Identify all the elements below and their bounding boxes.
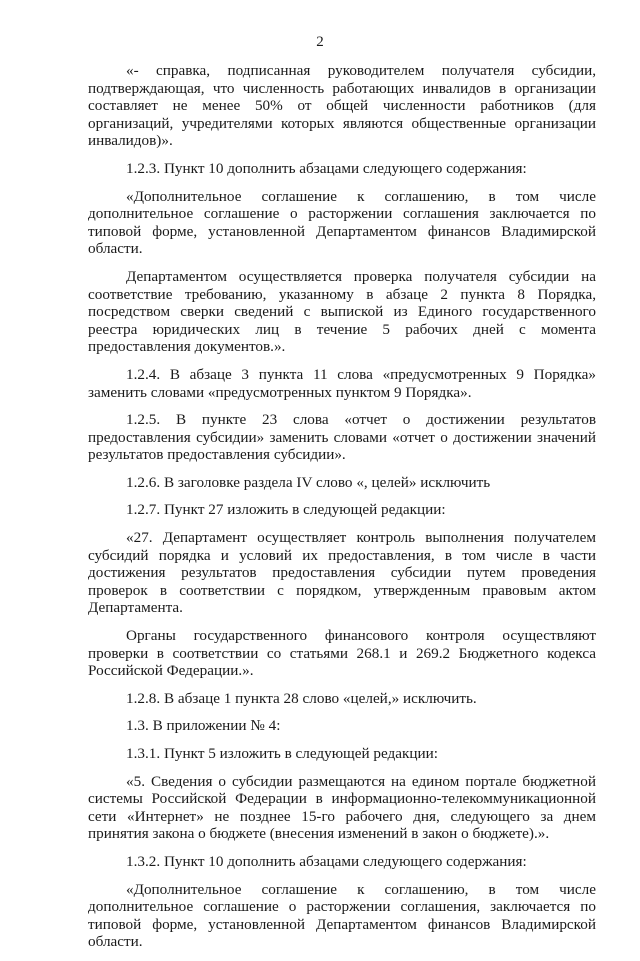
paragraph-department-check: Департаментом осуществляется проверка получателя субсидии на соответствие требованию, указанному в абзаце 2 пункта 8 Порядка, посредством сверки сведений с выпиской из Единого государственного реестра юридических лиц в течение 5 рабочих дней с момента предоставления документов.». bbox=[88, 267, 596, 356]
paragraph-1-2-4: 1.2.4. В абзаце 3 пункта 11 слова «предусмотренных 9 Порядка» заменить словами «предусмотренных пунктом 9 Порядка». bbox=[88, 365, 596, 401]
paragraph-certificate-clause: «- справка, подписанная руководителем получателя субсидии, подтверждающая, что численность работающих инвалидов в организации составляет не менее 50% от общей численности работников (для организаций, учредителями которых являются общественные организации инвалидов)». bbox=[88, 62, 596, 150]
paragraph-1-3-1: 1.3.1. Пункт 5 изложить в следующей редакции: bbox=[126, 745, 439, 762]
paragraph-1-2-3: 1.2.3. Пункт 10 дополнить абзацами следующего содержания: bbox=[126, 159, 527, 177]
paragraph-additional-agreement: «Дополнительное соглашение к соглашению, в том числе дополнительное соглашение о расторжении соглашения заключается по типовой форме, установленной Департаментом финансов Владимирской области. bbox=[88, 187, 596, 258]
paragraph-1-2-7: 1.2.7. Пункт 27 изложить в следующей редакции: bbox=[126, 501, 446, 519]
paragraph-1-3: 1.3. В приложении № 4: bbox=[126, 717, 281, 735]
paragraph-1-2-8: 1.2.8. В абзаце 1 пункта 28 слово «целей,» исключить. bbox=[126, 689, 477, 707]
document-body bbox=[88, 62, 596, 961]
paragraph-1-3-2: 1.3.2. Пункт 10 дополнить абзацами следующего содержания: bbox=[126, 852, 527, 870]
paragraph-item-5: «5. Сведения о субсидии размещаются на едином портале бюджетной системы Российской Федерации в информационно-телекоммуникационной сети «Интернет» не позднее 15-го рабочего дня, следующего за днем принятия закона о бюджете (внесения изменений в закон о бюджете).». bbox=[88, 772, 596, 843]
paragraph-additional-agreement-2: «Дополнительное соглашение к соглашению, в том числе дополнительное соглашение о расторжении соглашения, заключается по типовой форме, установленной Департаментом финансов Владимирской области. bbox=[88, 880, 596, 951]
paragraph-1-2-6: 1.2.6. В заголовке раздела IV слово «, целей» исключить bbox=[126, 473, 491, 491]
paragraph-item-27: «27. Департамент осуществляет контроль выполнения получателем субсидий порядка и условий их предоставления, в том числе в части достижения результатов предоставления субсидии путем проведения проверок в соответствии с порядком, утвержденным правовым актом Департамента. bbox=[88, 529, 596, 617]
paragraph-1-2-5: 1.2.5. В пункте 23 слова «отчет о достижении результатов предоставления субсидии» заменить словами «отчет о достижении значений результатов предоставления субсидии». bbox=[88, 411, 596, 464]
page-number: 2 bbox=[316, 34, 324, 50]
paragraph-financial-control: Органы государственного финансового контроля осуществляют проверки в соответствии со статьями 268.1 и 269.2 Бюджетного кодекса Российской Федерации.». bbox=[88, 627, 596, 680]
